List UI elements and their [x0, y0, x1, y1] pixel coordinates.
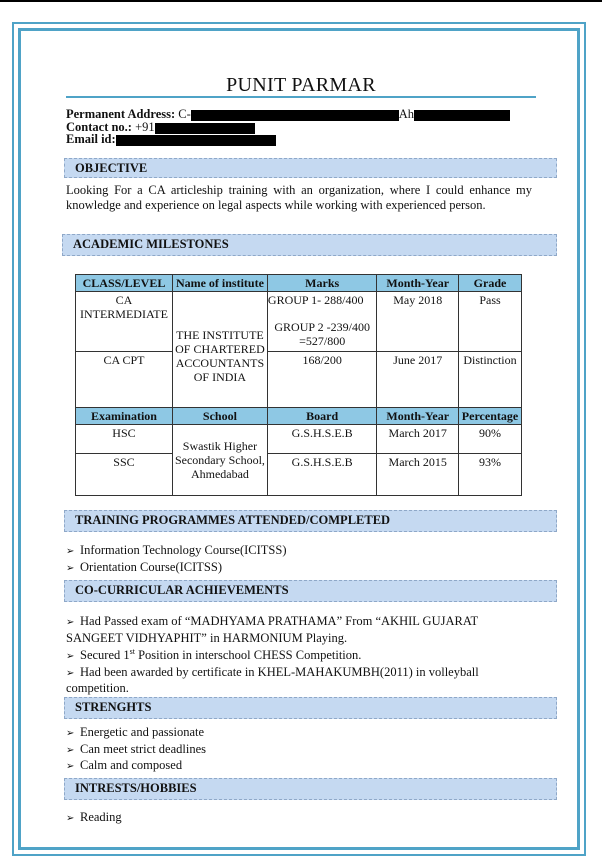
list-item — [66, 614, 536, 645]
grade-cell: Pass — [458, 292, 521, 352]
header-cell: School — [172, 408, 267, 425]
month-year-cell: March 2017 — [377, 425, 459, 454]
superscript: st — [129, 647, 135, 656]
header-cell: Examination — [76, 408, 173, 425]
list-item — [66, 543, 536, 560]
list-item-text: Had been awarded by certificate in KHEL-MAHAKUMBH(2011) in volleyball competition. — [66, 664, 479, 696]
section-strengths — [64, 697, 557, 719]
list-item-text: Secured 1 — [80, 648, 130, 663]
list-item — [66, 742, 536, 759]
list-item — [66, 725, 536, 742]
list-item — [66, 758, 536, 775]
contact-prefix: +91 — [135, 120, 155, 134]
header-cell: Grade — [458, 275, 521, 292]
header-cell: Month-Year — [377, 275, 459, 292]
level-cell: CA CPT — [76, 352, 173, 408]
list-item — [66, 665, 536, 696]
address-prefix: C- — [178, 107, 191, 121]
section-cocurricular — [64, 580, 557, 602]
candidate-name: PUNIT PARMAR — [226, 74, 376, 96]
percentage-cell: 90% — [458, 425, 521, 454]
address-label: Permanent Address: — [66, 107, 176, 121]
list-item-text: Calm and composed — [80, 758, 183, 772]
cocurricular-list — [66, 614, 536, 696]
redaction-block — [414, 110, 510, 121]
marks-group2: GROUP 2 -239/400 =527/800 — [274, 320, 370, 348]
name-underline — [66, 96, 536, 98]
marks-cell — [267, 292, 377, 352]
redaction-block — [116, 135, 276, 146]
hobbies-list — [66, 810, 536, 827]
email-label: Email id: — [66, 132, 116, 146]
section-title: ACADEMIC MILESTONES — [73, 237, 229, 251]
level-cell: CA INTERMEDIATE — [76, 292, 173, 352]
section-title: OBJECTIVE — [75, 161, 148, 175]
section-title: TRAINING PROGRAMMES ATTENDED/COMPLETED — [75, 513, 391, 527]
board-cell: G.S.H.S.E.B — [267, 454, 377, 496]
exam-cell: HSC — [76, 425, 173, 454]
table-header-row — [76, 275, 522, 292]
list-item-text: Position in interschool CHESS Competition. — [134, 648, 362, 663]
section-training — [64, 510, 557, 532]
bullet-arrow-icon: ➢ — [66, 744, 75, 756]
section-academic — [62, 234, 557, 256]
redaction-block — [155, 123, 255, 134]
list-item-text: Energetic and passionate — [80, 725, 205, 739]
bullet-arrow-icon: ➢ — [66, 667, 75, 679]
bullet-arrow-icon: ➢ — [66, 651, 75, 663]
list-item-text: Had Passed exam of “MADHYAMA PRATHAMA” From “AKHIL GUJARAT SANGEET VIDHYAPHIT” in HARMONIUM Playing. — [66, 614, 478, 645]
address-mid: Ah — [398, 107, 415, 121]
list-item-text: Reading — [80, 810, 122, 824]
header-cell: Marks — [267, 275, 377, 292]
bullet-arrow-icon: ➢ — [66, 761, 75, 772]
month-year-cell: May 2018 — [377, 292, 459, 352]
section-title: STRENGHTS — [75, 700, 152, 714]
percentage-cell: 93% — [458, 454, 521, 496]
section-title: INTRESTS/HOBBIES — [75, 781, 197, 795]
table-row — [76, 425, 522, 454]
header-cell: Percentage — [458, 408, 521, 425]
section-objective — [64, 158, 557, 178]
section-title: CO-CURRICULAR ACHIEVEMENTS — [75, 583, 289, 597]
table-header-row — [76, 408, 522, 425]
list-item — [66, 810, 536, 827]
header-cell: Name of institute — [172, 275, 267, 292]
marks-group1: GROUP 1- 288/400 — [267, 293, 364, 307]
email-line — [66, 133, 276, 146]
professional-table — [75, 274, 522, 496]
list-item — [66, 560, 536, 577]
bullet-arrow-icon: ➢ — [66, 617, 75, 628]
strengths-list — [66, 725, 536, 775]
bullet-arrow-icon: ➢ — [66, 562, 75, 574]
board-cell: G.S.H.S.E.B — [267, 425, 377, 454]
list-item-text: Information Technology Course(ICITSS) — [80, 543, 287, 557]
list-item-text: Orientation Course(ICITSS) — [80, 559, 222, 574]
bullet-arrow-icon: ➢ — [66, 813, 75, 824]
header-cell: CLASS/LEVEL — [76, 275, 173, 292]
bullet-arrow-icon: ➢ — [66, 546, 75, 557]
header-cell: Month-Year — [377, 408, 459, 425]
training-list — [66, 543, 536, 576]
objective-text: Looking For a CA articleship training with an organization, where I could enhance my knowledge and experience on legal aspects while working with experienced person. — [66, 183, 532, 212]
month-year-cell: March 2015 — [377, 454, 459, 496]
table-row — [76, 454, 522, 496]
top-rule — [0, 0, 602, 2]
section-hobbies — [64, 778, 557, 800]
header-cell: Board — [267, 408, 377, 425]
grade-cell: Distinction — [458, 352, 521, 408]
list-item-text: Can meet strict deadlines — [80, 741, 207, 756]
month-year-cell: June 2017 — [377, 352, 459, 408]
marks-cell: 168/200 — [267, 352, 377, 408]
contact-label: Contact no.: — [66, 120, 132, 134]
exam-cell: SSC — [76, 454, 173, 496]
school-cell: Swastik Higher Secondary School, Ahmedabad — [172, 425, 267, 496]
table-row — [76, 292, 522, 352]
redaction-block — [191, 110, 399, 121]
list-item — [66, 645, 536, 665]
table-row — [76, 352, 522, 408]
bullet-arrow-icon: ➢ — [66, 728, 75, 739]
institute-cell: THE INSTITUTE OF CHARTERED ACCOUNTANTS OF INDIA — [172, 292, 267, 408]
